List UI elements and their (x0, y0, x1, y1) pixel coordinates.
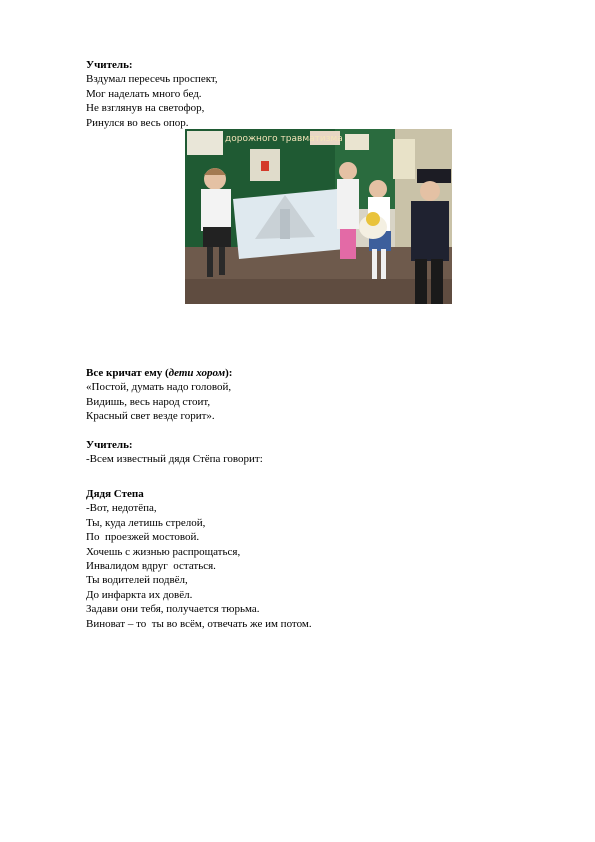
verse-block-uncle-styopa (86, 487, 546, 631)
verse-line: Не взглянув на светофор, (86, 102, 205, 115)
verse-line: По проезжей мостовой. (86, 531, 200, 544)
speaker-label: Учитель: (86, 59, 133, 71)
verse-line: Мог наделать много бед. (86, 87, 202, 100)
verse-line: «Постой, думать надо головой, (86, 381, 232, 394)
speaker-stage-direction: дети хором (168, 367, 226, 379)
photo-illustration (185, 129, 452, 304)
verse-line: Вздумал пересечь проспект, (86, 73, 218, 86)
verse-line: Красный свет везде горит». (86, 410, 215, 423)
verse-line: -Всем известный дядя Стёпа говорит: (86, 453, 263, 466)
verse-block-teacher-2 (86, 438, 546, 467)
speaker-prefix: Все кричат ему ( (86, 367, 169, 379)
verse-line: Видишь, весь народ стоит, (86, 395, 211, 408)
verse-line: Задави они тебя, получается тюрьма. (86, 603, 260, 616)
verse-line: Виноват – то ты во всём, отвечать же им потом. (86, 617, 312, 630)
verse-line: Инвалидом вдруг остаться. (86, 560, 216, 573)
speaker-label: Учитель: (86, 439, 133, 451)
banner-text: дорожного травматизма (225, 134, 343, 144)
speaker-label (86, 366, 546, 380)
classroom-photo (185, 129, 452, 304)
verse-line: Ты водителей подвёл, (86, 574, 188, 587)
verse-line: До инфаркта их довёл. (86, 588, 193, 601)
verse-block-children (86, 366, 546, 424)
verse-line: Ринулся во весь опор. (86, 116, 189, 129)
speaker-suffix: ): (225, 367, 233, 379)
verse-line: -Вот, недотёпа, (86, 502, 157, 515)
verse-line: Ты, куда летишь стрелой, (86, 516, 206, 529)
speaker-label: Дядя Степа (86, 488, 144, 500)
verse-line: Хочешь с жизнью распрощаться, (86, 545, 241, 558)
verse-block-teacher-1 (86, 58, 546, 130)
